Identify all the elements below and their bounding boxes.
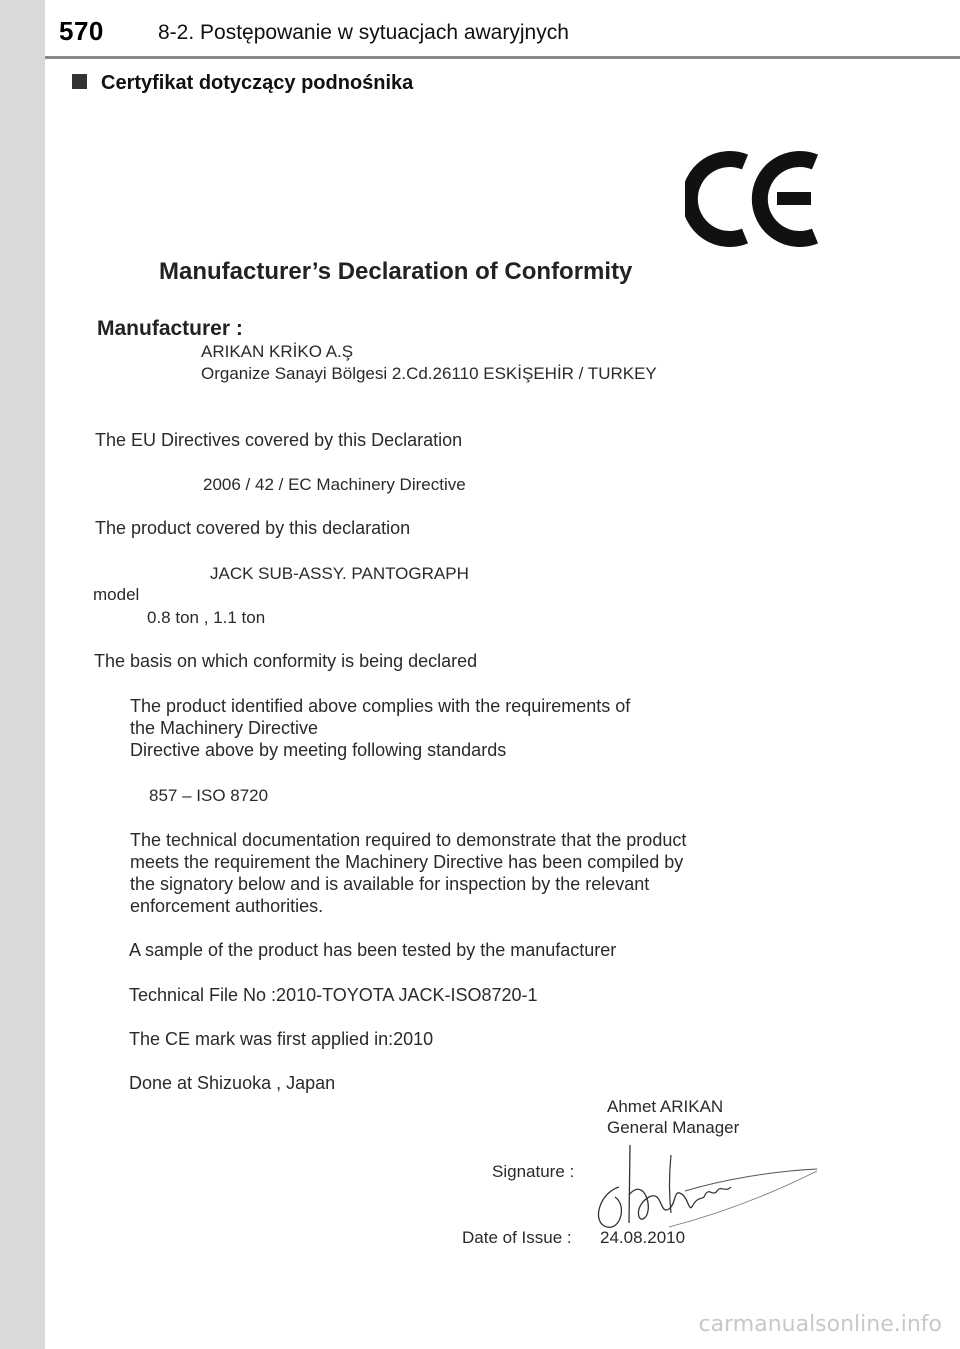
bullet-square-icon bbox=[72, 74, 87, 89]
manufacturer-address: Organize Sanayi Bölgesi 2.Cd.26110 ESKİŞEHİR / TURKEY bbox=[201, 364, 657, 383]
date-label: Date of Issue : bbox=[462, 1228, 572, 1247]
technical-line: The technical documentation required to demonstrate that the product bbox=[130, 830, 687, 850]
subheading-text: Certyfikat dotyczący podnośnika bbox=[101, 72, 414, 94]
done-at: Done at Shizuoka , Japan bbox=[129, 1073, 336, 1093]
directive-text: 2006 / 42 / EC Machinery Directive bbox=[203, 475, 466, 494]
sample-statement: A sample of the product has been tested by the manufacturer bbox=[129, 940, 617, 960]
date-value: 24.08.2010 bbox=[600, 1228, 686, 1247]
page-header bbox=[45, 0, 960, 60]
signatory-name: Ahmet ARIKAN bbox=[607, 1097, 724, 1116]
certificate-title: Manufacturer’s Declaration of Conformity bbox=[159, 258, 633, 285]
signatory-title: General Manager bbox=[607, 1118, 740, 1137]
watermark: carmanualsonline.info bbox=[698, 1312, 942, 1337]
page-number: 570 bbox=[59, 16, 104, 46]
signature-image bbox=[585, 1135, 820, 1230]
technical-line: meets the requirement the Machinery Directive has been compiled by bbox=[130, 852, 684, 872]
signature-label: Signature : bbox=[492, 1162, 575, 1181]
technical-line: enforcement authorities. bbox=[130, 896, 324, 916]
standard-text: 857 – ISO 8720 bbox=[149, 786, 269, 805]
section-title: 8-2. Postępowanie w sytuacjach awaryjnych bbox=[158, 21, 569, 44]
manufacturer-name: ARIKAN KRİKO A.Ş bbox=[201, 342, 354, 361]
product-name: JACK SUB-ASSY. PANTOGRAPH bbox=[210, 564, 469, 583]
ce-applied: The CE mark was first applied in:2010 bbox=[129, 1029, 434, 1049]
certificate-scan bbox=[45, 100, 960, 1349]
directives-heading: The EU Directives covered by this Declaration bbox=[95, 430, 463, 450]
page-margin-band bbox=[0, 0, 45, 1349]
basis-heading: The basis on which conformity is being declared bbox=[94, 651, 478, 671]
header-divider bbox=[45, 56, 960, 59]
basis-line: the Machinery Directive bbox=[130, 718, 319, 738]
technical-file: Technical File No :2010-TOYOTA JACK-ISO8720-1 bbox=[129, 985, 538, 1005]
manufacturer-label: Manufacturer : bbox=[97, 317, 243, 340]
technical-line: the signatory below and is available for inspection by the relevant bbox=[130, 874, 650, 894]
basis-line: Directive above by meeting following standards bbox=[130, 740, 507, 760]
product-heading: The product covered by this declaration bbox=[95, 518, 411, 538]
subheading bbox=[72, 72, 413, 95]
ce-mark-logo bbox=[685, 148, 825, 248]
model-label: model bbox=[93, 585, 140, 604]
model-value: 0.8 ton , 1.1 ton bbox=[147, 608, 266, 627]
basis-line: The product identified above complies with the requirements of bbox=[130, 696, 631, 716]
